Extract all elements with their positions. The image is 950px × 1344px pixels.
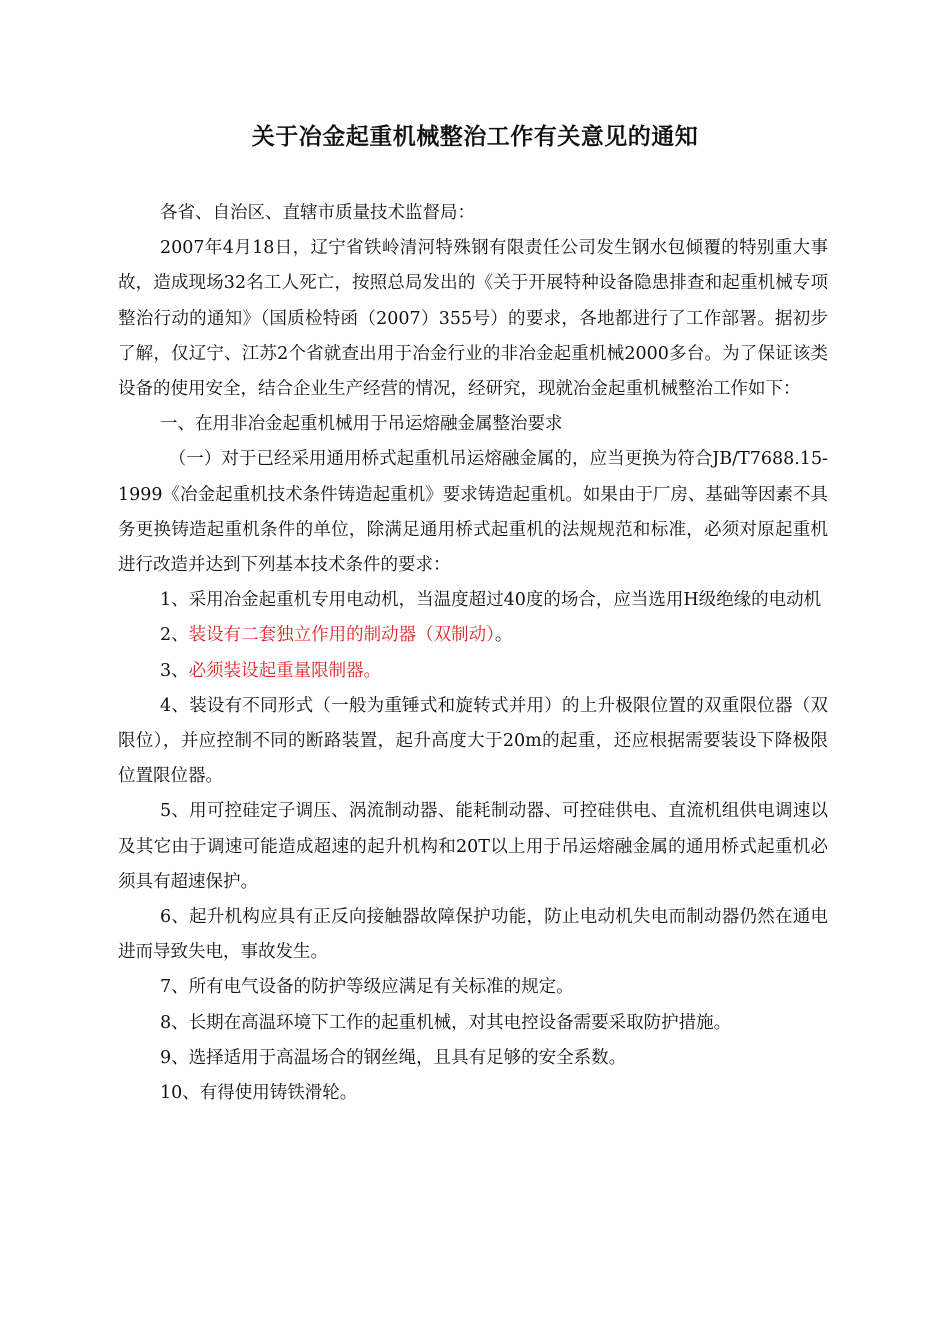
list-item-3 xyxy=(118,654,828,689)
list-item-2 xyxy=(118,618,828,653)
salutation: 各省、自治区、直辖市质量技术监督局： xyxy=(160,203,475,223)
list-item-4: 4、装设有不同形式（一般为重锤式和旋转式并用）的上升极限位置的双重限位器（双限位），并应控制不同的断路装置，起升高度大于20m的起重，还应根据需要装设下降极限位置限位器。 xyxy=(118,695,828,787)
section-heading-1: 一、在用非冶金起重机械用于吊运熔融金属整治要求 xyxy=(160,414,563,435)
list-item-2-number: 2、 xyxy=(160,625,189,646)
list-item-2-end: 。 xyxy=(494,625,513,646)
list-item-3-number: 3、 xyxy=(160,660,189,681)
list-item-3-highlight: 必须装设起重量限制器。 xyxy=(188,660,382,681)
list-item-6: 6、起升机构应具有正反向接触器故障保护功能，防止电动机失电而制动器仍然在通电进而导致失电，事故发生。 xyxy=(118,907,828,963)
document-title: 关于冶金起重机械整治工作有关意见的通知 xyxy=(251,124,699,150)
list-item-9: 9、选择适用于高温场合的钢丝绳，且具有足够的安全系数。 xyxy=(160,1047,627,1068)
list-item-10: 10、有得使用铸铁滑轮。 xyxy=(160,1083,358,1104)
list-item-2-highlight: 装设有二套独立作用的制动器（双制动） xyxy=(188,625,495,646)
subsection-1: （一）对于已经采用通用桥式起重机吊运熔融金属的，应当更换为符合JB/T7688.15-1999《冶金起重机技术条件铸造起重机》要求铸造起重机。如果由于厂房、基础等因素不具务更换铸造起重机条件的单位，除满足通用桥式起重机的法规规范和标准，必须对原起重机进行改造并达到下列基本技术条件的要求： xyxy=(118,449,828,576)
intro-paragraph: 2007年4月18日，辽宁省铁岭清河特殊钢有限责任公司发生钢水包倾覆的特别重大事故，造成现场32名工人死亡，按照总局发出的《关于开展特种设备隐患排查和起重机械专项整治行动的通知》（国质检特函（2007）355号）的要求，各地都进行了工作部署。据初步了解，仅辽宁、江苏2个省就查出用于冶金行业的非冶金起重机械2000多台。为了保证该类设备的使用安全，结合企业生产经营的情况，经研究，现就冶金起重机械整治工作如下： xyxy=(118,238,828,400)
list-item-8: 8、长期在高温环境下工作的起重机械，对其电控设备需要采取防护措施。 xyxy=(160,1012,732,1033)
list-item-1: 1、采用冶金起重机专用电动机，当温度超过40度的场合，应当选用H级绝缘的电动机 xyxy=(160,590,822,611)
document-body xyxy=(118,196,828,1111)
list-item-7: 7、所有电气设备的防护等级应满足有关标准的规定。 xyxy=(160,977,574,998)
list-item-5: 5、用可控硅定子调压、涡流制动器、能耗制动器、可控硅供电、直流机组供电调速以及其它由于调速可能造成超速的起升机构和20T以上用于吊运熔融金属的通用桥式起重机必须具有超速保护。 xyxy=(118,801,829,892)
